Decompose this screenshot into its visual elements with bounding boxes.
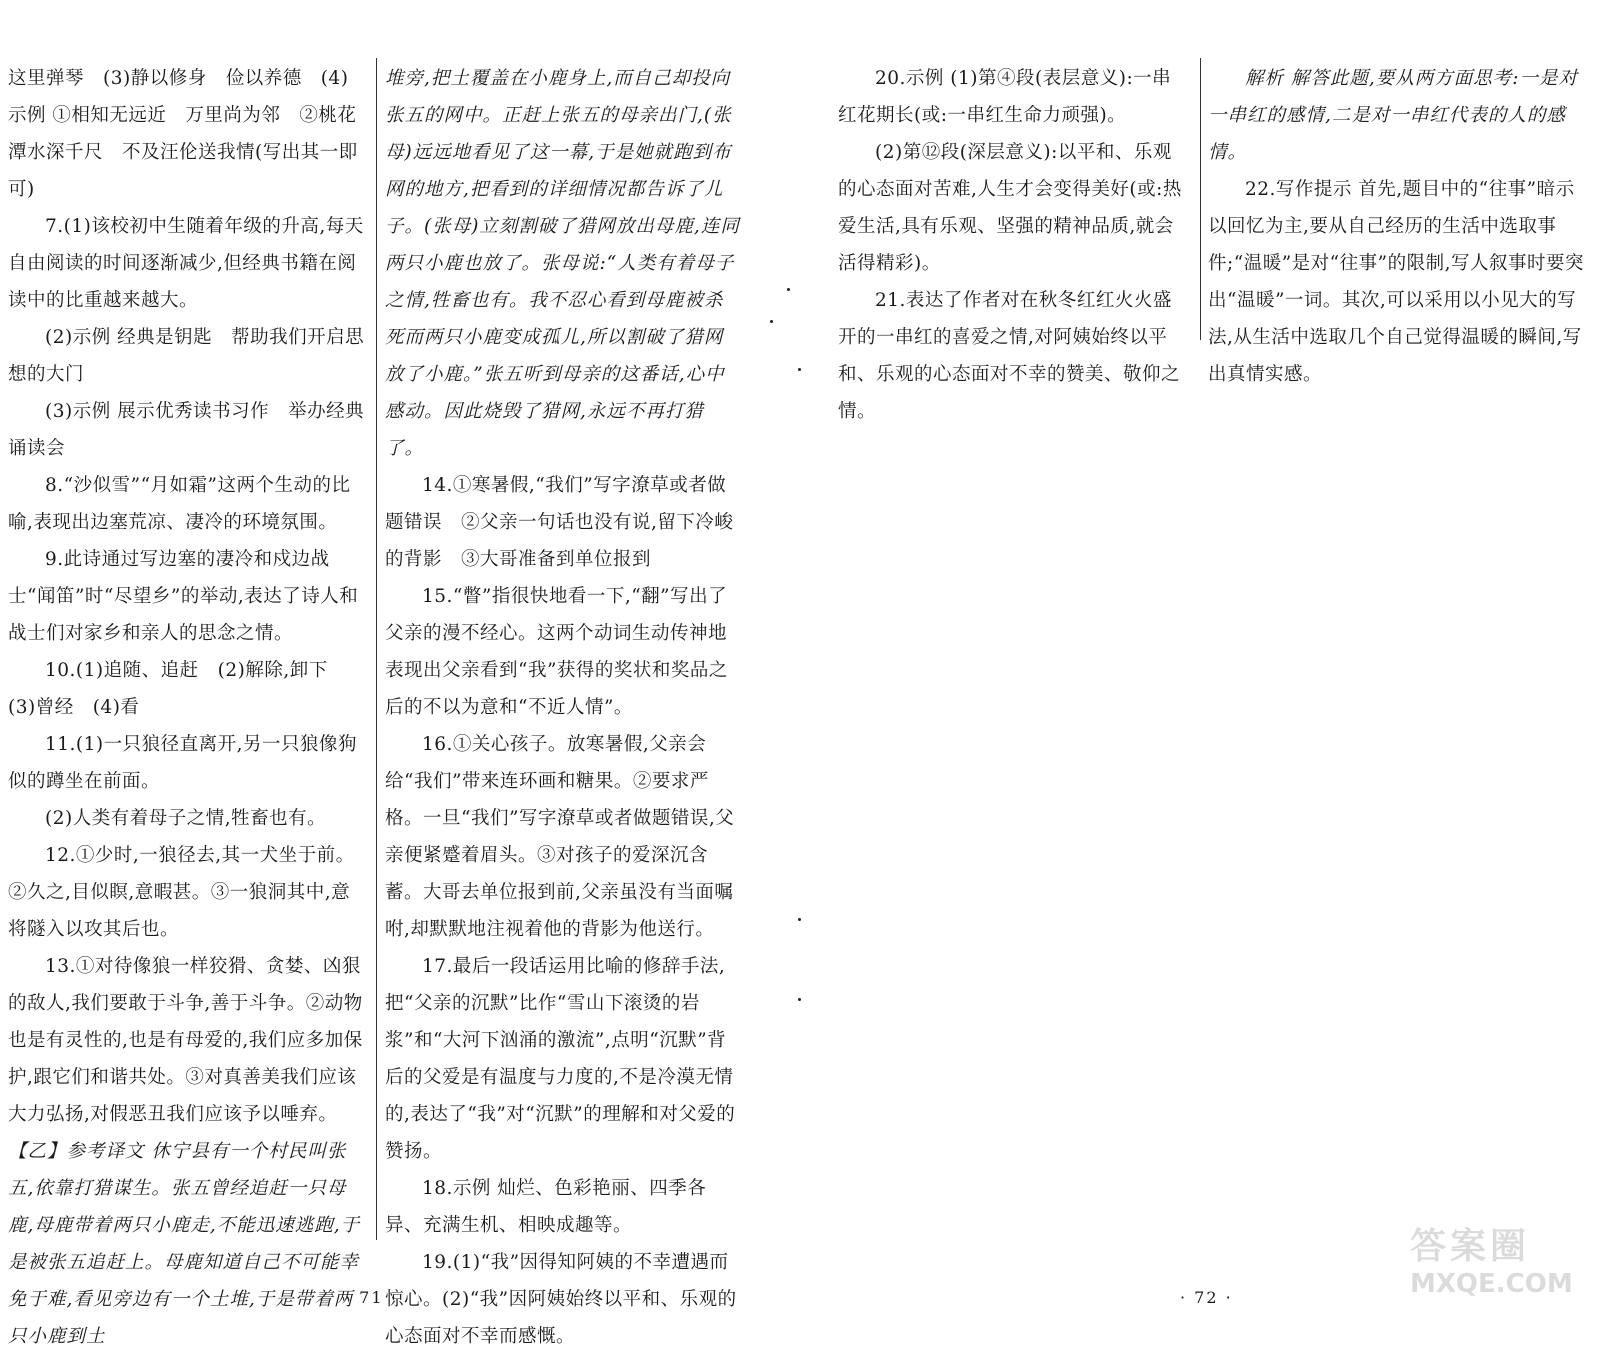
paragraph: 8.“沙似雪”“月如霜”这两个生动的比喻,表现出边塞荒凉、凄冷的环境氛围。 xyxy=(8,475,351,533)
text-column-3 xyxy=(838,60,1190,430)
binding-dot xyxy=(787,288,790,291)
analysis-paragraph: 解析 解答此题,要从两方面思考:一是对一串红的感情,二是对一串红代表的人的感情。 xyxy=(1208,68,1578,163)
paragraph: (2)人类有着母子之情,牲畜也有。 xyxy=(45,808,327,829)
watermark-text: 答案圈 xyxy=(1410,1226,1531,1267)
paragraph: 18.示例 灿烂、色彩艳丽、四季各异、充满生机、相映成趣等。 xyxy=(385,1178,707,1236)
watermark-logo xyxy=(1410,1218,1595,1314)
paragraph: 19.(1)“我”因得知阿姨的不幸遭遇而惊心。(2)“我”因阿姨始终以平和、乐观的心态面对不幸而感慨。 xyxy=(385,1252,737,1347)
binding-dot xyxy=(770,320,773,323)
paragraph: (2)示例 经典是钥匙 帮助我们开启思想的大门 xyxy=(8,327,365,385)
text-column-4 xyxy=(1208,60,1586,393)
paragraph: 17.最后一段话运用比喻的修辞手法,把“父亲的沉默”比作“雪山下滚烫的岩浆”和“大河下汹涌的激流”,点明“沉默”背后的父爱是有温度与力度的,不是冷漠无情的,表达了“我”对“沉默”的理解和对父爱的赞扬。 xyxy=(385,956,736,1162)
translation-paragraph: 【乙】参考译文 休宁县有一个村民叫张五,依靠打猎谋生。张五曾经追赶一只母鹿,母鹿带着两只小鹿走,不能迅速逃跑,于是被张五追赶上。母鹿知道自己不可能幸免于难,看见旁边有一个土堆,于是带着两只小鹿到土 xyxy=(8,1141,361,1347)
paragraph: 11.(1)一只狼径直离开,另一只狼像狗似的蹲坐在前面。 xyxy=(8,734,358,792)
paragraph: (3)示例 展示优秀读书习作 举办经典诵读会 xyxy=(8,401,365,459)
binding-dot xyxy=(798,998,801,1001)
paragraph: 13.①对待像狼一样狡猾、贪婪、凶狠的敌人,我们要敢于斗争,善于斗争。②动物也是有灵性的,也是有母爱的,我们应多加保护,跟它们和谐共处。③对真善美我们应该大力弘扬,对假恶丑我们应该予以唾弃。 xyxy=(8,956,363,1125)
translation-paragraph: 堆旁,把土覆盖在小鹿身上,而自己却投向张五的网中。正赶上张五的母亲出门,(张母)远远地看见了这一幕,于是她就跑到布网的地方,把看到的详细情况都告诉了儿子。(张母)立刻割破了猎网放出母鹿,连同两只小鹿也放了。张母说:“人类有着母子之情,牲畜也有。我不忍心看到母鹿被杀死而两只小鹿变成孤儿,所以割破了猎网放了小鹿。”张五听到母亲的这番话,心中感动。因此烧毁了猎网,永远不再打猎了。 xyxy=(385,68,740,459)
paragraph: 22.写作提示 首先,题目中的“往事”暗示以回忆为主,要从自己经历的生活中选取事件;“温暖”是对“往事”的限制,写人叙事时要突出“温暖”一词。其次,可以采用以小见大的写法,从生活中选取几个自己觉得温暖的瞬间,写出真情实感。 xyxy=(1208,179,1584,385)
binding-dot xyxy=(798,368,801,371)
text-column-1 xyxy=(8,60,366,1355)
column-divider xyxy=(1200,58,1201,340)
paragraph: 15.“瞥”指很快地看一下,“翻”写出了父亲的漫不经心。这两个动词生动传神地表现出父亲看到“我”获得的奖状和奖品之后的不以为意和“不近人情”。 xyxy=(385,586,728,718)
paragraph: 这里弹琴 (3)静以修身 俭以养德 (4)示例 ①相知无远近 万里尚为邻 ②桃花潭水深千尺 不及汪伦送我情(写出其一即可) xyxy=(8,68,358,200)
paragraph: (2)第⑫段(深层意义):以平和、乐观的心态面对苦难,人生才会变得美好(或:热爱生活,具有乐观、坚强的精神品质,就会活得精彩)。 xyxy=(838,142,1182,274)
paragraph: 21.表达了作者对在秋冬红红火火盛开的一串红的喜爱之情,对阿姨始终以平和、乐观的心态面对不幸的赞美、敬仰之情。 xyxy=(838,290,1181,422)
paragraph: 9.此诗通过写边塞的凄冷和戍边战士“闻笛”时“尽望乡”的举动,表达了诗人和战士们对家乡和亲人的思念之情。 xyxy=(8,549,359,644)
paragraph: 20.示例 (1)第④段(表层意义):一串红花期长(或:一串红生命力顽强)。 xyxy=(838,68,1172,126)
watermark-url: MXQE.COM xyxy=(1410,1269,1573,1299)
paragraph: 12.①少时,一狼径去,其一犬坐于前。②久之,目似瞑,意暇甚。③一狼洞其中,意将隧入以攻其后也。 xyxy=(8,845,355,940)
paragraph: 7.(1)该校初中生随着年级的升高,每天自由阅读的时间逐渐减少,但经典书籍在阅读中的比重越来越大。 xyxy=(8,216,364,311)
page-number: · 71 · xyxy=(345,1288,398,1307)
page-number: · 72 · xyxy=(1180,1288,1233,1307)
column-divider xyxy=(376,58,377,1240)
text-column-2 xyxy=(385,60,740,1355)
binding-dot xyxy=(798,918,801,921)
paragraph: 10.(1)追随、追赶 (2)解除,卸下 (3)曾经 (4)看 xyxy=(8,660,347,718)
paragraph: 14.①寒暑假,“我们”写字潦草或者做题错误 ②父亲一句话也没有说,留下冷峻的背影 ③大哥准备到单位报到 xyxy=(385,475,734,570)
paragraph: 16.①关心孩子。放寒暑假,父亲会给“我们”带来连环画和糖果。②要求严格。一旦“我们”写字潦草或者做题错误,父亲便紧蹙着眉头。③对孩子的爱深沉含蓄。大哥去单位报到前,父亲虽没有当面嘱咐,却默默地注视着他的背影为他送行。 xyxy=(385,734,735,940)
